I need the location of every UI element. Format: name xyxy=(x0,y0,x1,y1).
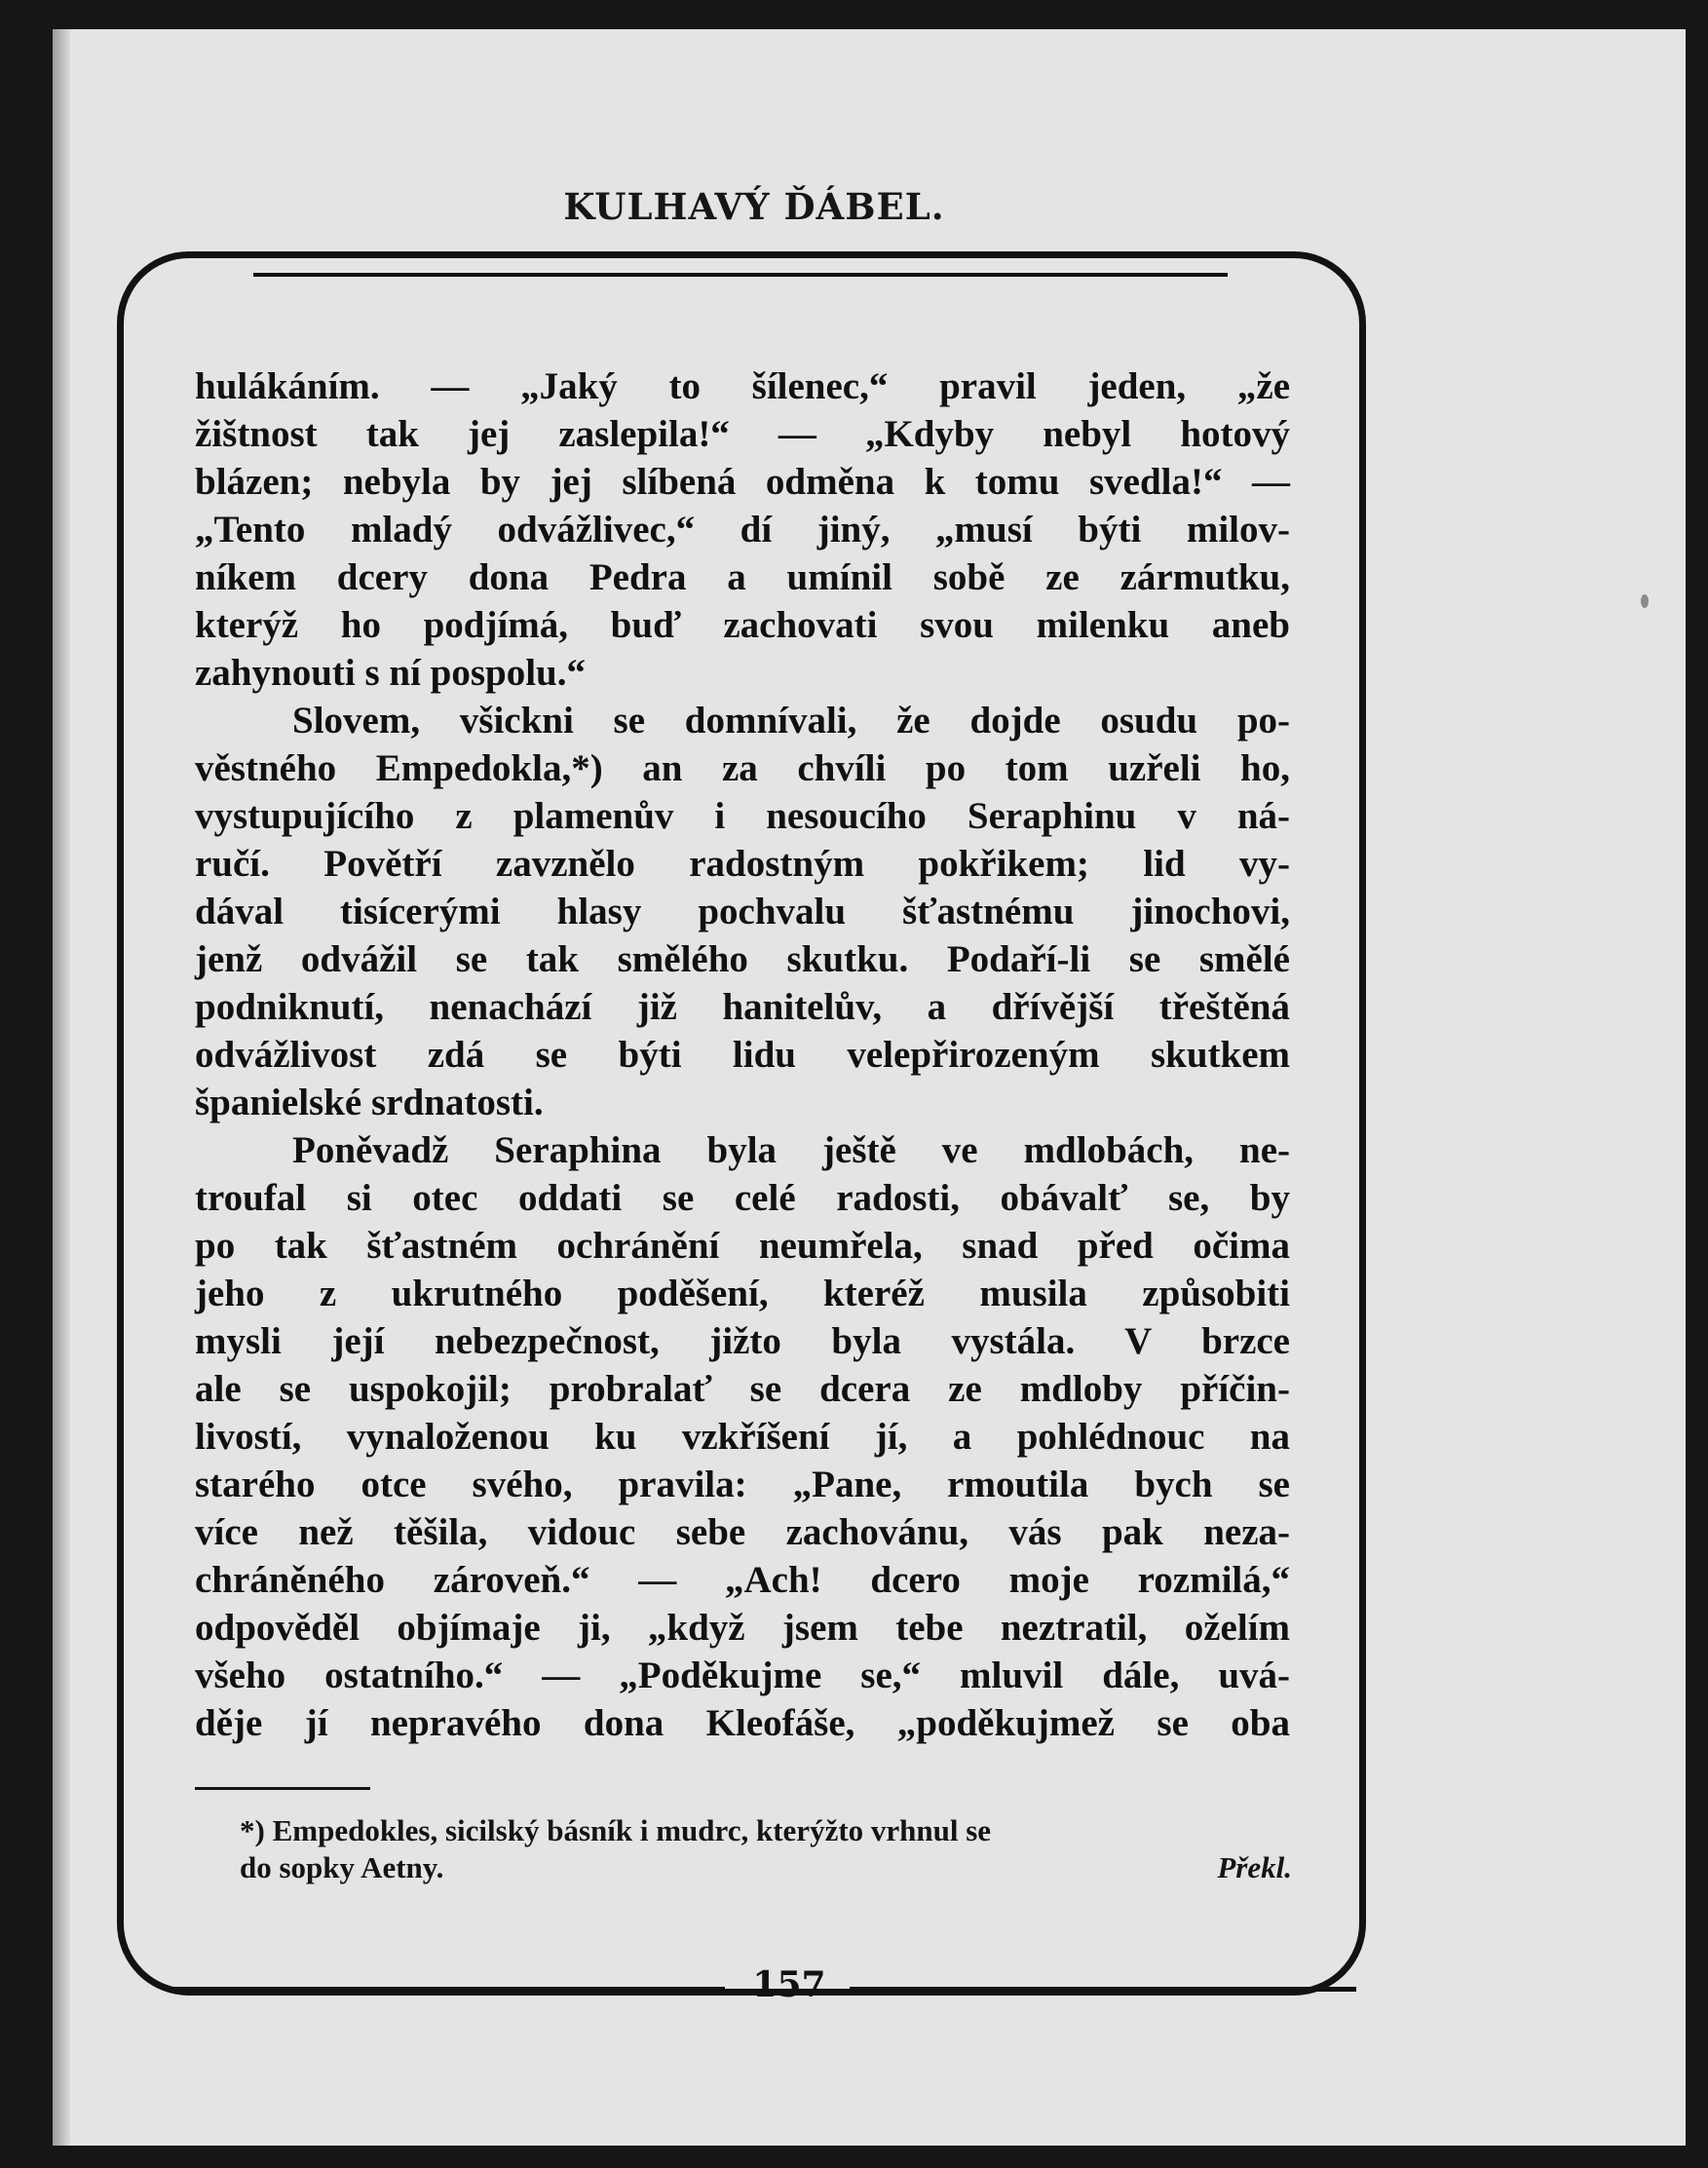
text-line: španielské srdnatosti. xyxy=(195,1082,544,1123)
text-line: níkem dcery dona Pedra a umínil sobě ze zármutku, xyxy=(195,556,1290,598)
text-line: kterýž ho podjímá, buď zachovati svou milenku aneb xyxy=(195,604,1290,646)
text-line: blázen; nebyla by jej slíbená odměna k tomu svedla!“ — xyxy=(195,461,1290,503)
footnote-signature: Překl. xyxy=(1217,1850,1292,1884)
text-line: po tak šťastném ochránění neumřela, snad před očima xyxy=(195,1225,1290,1267)
text-line: starého otce svého, pravila: „Pane, rmoutila bych se xyxy=(195,1464,1290,1505)
text-line: děje jí nepravého dona Kleofáše, „poděkujmež se oba xyxy=(195,1702,1290,1744)
folio-rule-right xyxy=(850,1987,1356,1992)
paragraph-3 xyxy=(195,1126,1290,1747)
body-text xyxy=(195,362,1290,1747)
text-line: jenž odvážil se tak smělého skutku. Podaří-li se smělé xyxy=(195,938,1290,980)
text-line: vystupujícího z plamenův i nesoucího Seraphinu v ná- xyxy=(195,795,1290,837)
text-line: podniknutí, nenachází již hanitelův, a dřívější třeštěná xyxy=(195,986,1290,1028)
text-line: žištnost tak jej zaslepila!“ — „Kdyby nebyl hotový xyxy=(195,413,1290,455)
text-line: jeho z ukrutného poděšení, kteréž musila způsobiti xyxy=(195,1273,1290,1314)
text-line: Slovem, všickni se domnívali, že dojde osudu po- xyxy=(292,700,1290,742)
text-line: věstného Empedokla,*) an za chvíli po tom uzřeli ho, xyxy=(195,747,1290,789)
footnote-line: *) Empedokles, sicilský básník i mudrc, kterýžto vrhnul se xyxy=(240,1813,992,1847)
text-line: všeho ostatního.“ — „Poděkujme se,“ mluvil dále, uvá- xyxy=(195,1655,1290,1696)
footnote-line: do sopky Aetny. xyxy=(240,1850,444,1884)
text-line: ručí. Povětří zavznělo radostným pokřikem; lid vy- xyxy=(195,843,1290,885)
text-line: ale se uspokojil; probralať se dcera ze mdloby příčin- xyxy=(195,1368,1290,1410)
text-line: více než těšila, vidouc sebe zachovánu, vás pak neza- xyxy=(195,1511,1290,1553)
paper-speck xyxy=(1641,594,1649,608)
text-line: hulákáním. — „Jaký to šílenec,“ pravil jeden, „že xyxy=(195,365,1290,407)
text-line: mysli její nebezpečnost, jižto byla vystála. V brzce xyxy=(195,1320,1290,1362)
text-line: zahynouti s ní pospolu.“ xyxy=(195,652,586,694)
paragraph-1 xyxy=(195,362,1290,697)
page-number: 157 xyxy=(752,1964,826,2005)
text-line: odvážlivost zdá se býti lidu velepřirozeným skutkem xyxy=(195,1034,1290,1076)
running-head: KULHAVÝ ĎÁBEL. xyxy=(563,185,945,228)
paragraph-2 xyxy=(195,697,1290,1126)
text-line: dával tisícerými hlasy pochvalu šťastnému jinochovi, xyxy=(195,891,1290,932)
text-line: chráněného zároveň.“ — „Ach! dcero moje rozmilá,“ xyxy=(195,1559,1290,1601)
text-line: „Tento mladý odvážlivec,“ dí jiný, „musí býti milov- xyxy=(195,509,1290,551)
page-spine-shadow xyxy=(53,29,70,2146)
footnote-rule xyxy=(195,1787,370,1790)
text-line: odpověděl objímaje ji, „když jsem tebe neztratil, oželím xyxy=(195,1607,1290,1649)
text-line: troufal si otec oddati se celé radosti, obávalť se, by xyxy=(195,1177,1290,1219)
text-line: Poněvadž Seraphina byla ještě ve mdlobách, ne- xyxy=(292,1129,1290,1171)
folio-rule-left xyxy=(170,1987,725,1992)
footnote xyxy=(240,1812,1321,1886)
text-line: livostí, vynaloženou ku vzkříšení jí, a pohlédnouc na xyxy=(195,1416,1290,1458)
